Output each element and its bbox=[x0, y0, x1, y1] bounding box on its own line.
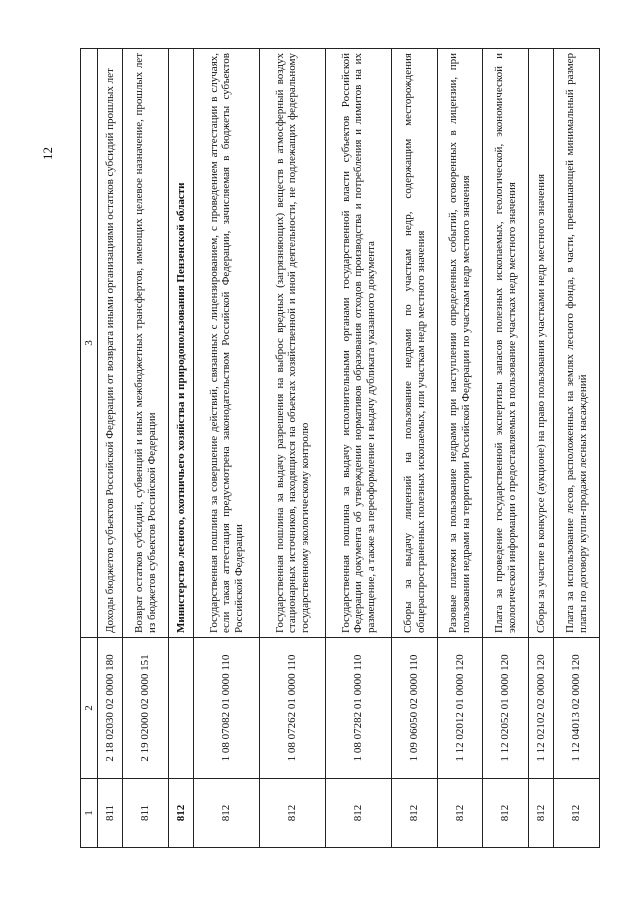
budget-code-cell: 1 08 07282 01 0000 110 bbox=[326, 638, 392, 779]
admin-code-cell: 812 bbox=[554, 779, 600, 848]
budget-code-cell: 1 08 07262 01 0000 110 bbox=[260, 638, 326, 779]
budget-code-cell: 1 08 07082 01 0000 110 bbox=[194, 638, 260, 779]
header-col-2: 2 bbox=[81, 638, 98, 779]
budget-code-cell: 2 18 02030 02 0000 180 bbox=[98, 638, 123, 779]
table-row bbox=[392, 49, 438, 848]
table-row bbox=[98, 49, 123, 848]
budget-code-cell: 1 12 04013 02 0000 120 bbox=[554, 638, 600, 779]
budget-code-cell: 1 12 02012 01 0000 120 bbox=[437, 638, 483, 779]
admin-code-cell: 812 bbox=[529, 779, 554, 848]
header-row bbox=[81, 49, 98, 848]
admin-code-cell: 812 bbox=[483, 779, 529, 848]
income-name-cell: Государственная пошлина за совершение действий, связанных с лицензированием, с проведением аттестации в случаях, если такая аттестация предусмотрена законодательством Российской Федерации, зачисляемая в бюджеты субъектов Российской Федерации bbox=[194, 49, 260, 638]
admin-code-cell: 812 bbox=[194, 779, 260, 848]
table-row bbox=[326, 49, 392, 848]
table-row bbox=[123, 49, 169, 848]
income-name-cell: Плата за использование лесов, расположенных на землях лесного фонда, в части, превышающей минимальный размер платы по договору купли-продажи лесных насаждений bbox=[554, 49, 600, 638]
budget-code-cell bbox=[168, 638, 193, 779]
income-name-cell: Доходы бюджетов субъектов Российской Федерации от возврата иными организациями остатков субсидий прошлых лет bbox=[98, 49, 123, 638]
budget-code-cell: 1 12 02102 02 0000 120 bbox=[529, 638, 554, 779]
rotated-table-container bbox=[80, 48, 600, 848]
income-name-cell: Возврат остатков субсидий, субвенций и иных межбюджетных трансфертов, имеющих целевое назначение, прошлых лет из бюджетов субъектов Российской Федерации bbox=[123, 49, 169, 638]
table-row bbox=[260, 49, 326, 848]
budget-code-cell: 1 12 02052 01 0000 120 bbox=[483, 638, 529, 779]
admin-code-cell: 812 bbox=[326, 779, 392, 848]
income-name-cell: Государственная пошлина за выдачу исполнительными органами государственной власти субъектов Российской Федерации документа об утверждении нормативов образования отходов производства и потребления и лимитов на их размещение, а также за переоформление и выдачу дубликата указанного документа bbox=[326, 49, 392, 638]
budget-code-cell: 1 09 06050 02 0000 110 bbox=[392, 638, 438, 779]
table-row bbox=[554, 49, 600, 848]
income-name-cell: Разовые платежи за пользование недрами при наступлении определенных событий, оговоренных в лицензии, при пользовании недрами на территории Российской Федерации по участкам недр местного значения bbox=[437, 49, 483, 638]
income-name-cell: Плата за проведение государственной экспертизы запасов полезных ископаемых, геологической, экономической и экологической информации о предоставляемых в пользование участках недр местного значения bbox=[483, 49, 529, 638]
admin-code-cell: 811 bbox=[98, 779, 123, 848]
income-name-cell: Сборы за участие в конкурсе (аукционе) на право пользования участками недр местного значения bbox=[529, 49, 554, 638]
table-row bbox=[529, 49, 554, 848]
admin-code-cell: 812 bbox=[168, 779, 193, 848]
admin-code-cell: 812 bbox=[437, 779, 483, 848]
table-row bbox=[168, 49, 193, 848]
table-body bbox=[98, 49, 600, 848]
table-row bbox=[437, 49, 483, 848]
income-name-cell: Министерство лесного, охотничьего хозяйства и природопользования Пензенской области bbox=[168, 49, 193, 638]
page-number: 12 bbox=[40, 147, 55, 160]
income-name-cell: Государственная пошлина за выдачу разрешения на выброс вредных (загрязняющих) веществ в атмосферный воздух стационарных источников, находящихся на объектах хозяйственной и иной деятельности, не подлежащих федеральному государственному экологическому контролю bbox=[260, 49, 326, 638]
table-row bbox=[194, 49, 260, 848]
budget-code-cell: 2 19 02000 02 0000 151 bbox=[123, 638, 169, 779]
admin-code-cell: 812 bbox=[392, 779, 438, 848]
header-col-3: 3 bbox=[81, 49, 98, 638]
header-col-1: 1 bbox=[81, 779, 98, 848]
table-row bbox=[483, 49, 529, 848]
income-codes-table bbox=[80, 48, 600, 848]
income-name-cell: Сборы за выдачу лицензий на пользование недрами по участкам недр, содержащим месторождения общераспространенных полезных ископаемых, или участкам недр местного значения bbox=[392, 49, 438, 638]
admin-code-cell: 812 bbox=[260, 779, 326, 848]
admin-code-cell: 811 bbox=[123, 779, 169, 848]
